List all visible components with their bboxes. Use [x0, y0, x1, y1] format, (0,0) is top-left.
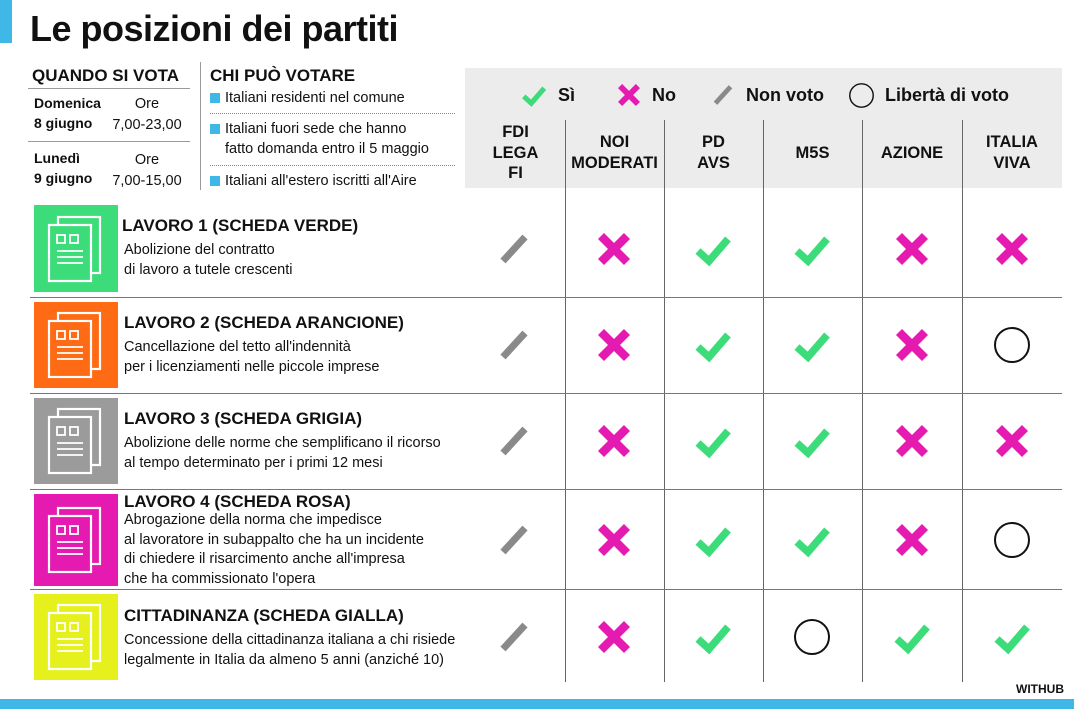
slash-icon — [495, 422, 533, 460]
legend-label: No — [652, 84, 676, 105]
slash-icon — [495, 326, 533, 364]
divider — [28, 88, 190, 89]
referendum-title: LAVORO 1 (SCHEDA VERDE) — [122, 216, 359, 235]
cross-icon — [616, 82, 642, 108]
cross-icon — [595, 230, 633, 268]
cross-icon — [893, 521, 931, 559]
check-icon — [793, 230, 831, 268]
row-divider — [30, 589, 1062, 590]
referendum-description — [124, 338, 379, 377]
page-title: Le posizioni dei partiti — [30, 8, 399, 49]
vote-day-1-hours: 7,00-23,00 — [112, 117, 182, 133]
ballot-color-block — [34, 205, 118, 292]
check-icon — [694, 326, 732, 364]
party-italia-viva — [962, 132, 1062, 173]
referendum-title: LAVORO 2 (SCHEDA ARANCIONE) — [124, 313, 404, 332]
cross-icon — [993, 230, 1031, 268]
description-line: al lavoratore in subappalto che ha un incidente — [124, 531, 424, 548]
party-azione — [862, 143, 962, 164]
column-divider — [962, 120, 963, 682]
party-name-line: PD — [702, 133, 725, 151]
check-icon — [694, 618, 732, 656]
check-icon — [520, 82, 548, 108]
circle-icon — [848, 82, 875, 109]
slash-icon — [495, 521, 533, 559]
cross-icon — [595, 326, 633, 364]
referendum-description — [124, 434, 441, 473]
document-icon — [34, 594, 118, 680]
party-name-line: NOI — [599, 133, 630, 151]
who-item-text: Italiani residenti nel comune — [225, 90, 405, 106]
check-icon — [893, 618, 931, 656]
who-item-text: fatto domanda entro il 5 maggio — [225, 141, 429, 157]
referendum-title: LAVORO 4 (SCHEDA ROSA) — [124, 492, 351, 511]
circle-icon — [993, 521, 1031, 559]
party-name-line: VIVA — [993, 153, 1031, 172]
column-divider — [763, 120, 764, 682]
party-name-line: M5S — [795, 144, 830, 162]
party-name-line: FI — [508, 164, 523, 182]
who-item-text: Italiani all'estero iscritti all'Aire — [225, 173, 417, 189]
description-line: Abolizione delle norme che semplificano il ricorso — [124, 435, 441, 451]
vote-day-1-date: 8 giugno — [34, 115, 93, 131]
referendum-description — [124, 511, 424, 589]
slash-icon — [495, 230, 533, 268]
circle-icon — [793, 618, 831, 656]
description-line: per i licenziamenti nelle piccole imprese — [124, 358, 380, 375]
referendum-description — [124, 241, 292, 280]
divider — [28, 141, 190, 142]
slash-icon — [495, 618, 533, 656]
party-name-line: ITALIA — [986, 133, 1038, 151]
party-name-line: AZIONE — [880, 144, 944, 162]
check-icon — [993, 618, 1031, 656]
when-heading: QUANDO SI VOTA — [32, 66, 180, 85]
description-line: Abolizione del contratto — [124, 242, 275, 258]
credit-label: WITHUB — [1016, 682, 1064, 696]
who-item-text: Italiani fuori sede che hanno — [225, 121, 407, 137]
bullet-square-icon — [210, 176, 220, 186]
bottom-accent-bar — [0, 699, 1074, 709]
column-divider — [664, 120, 665, 682]
who-item — [210, 119, 458, 159]
vote-day-1-ore: Ore — [134, 96, 160, 112]
who-item — [210, 88, 458, 108]
check-icon — [694, 422, 732, 460]
party-name-line: MODERATI — [571, 153, 658, 172]
description-line: al tempo determinato per i primi 12 mesi — [124, 454, 383, 471]
ballot-color-block — [34, 302, 118, 388]
who-item — [210, 171, 458, 191]
document-icon — [34, 205, 118, 292]
check-icon — [694, 521, 732, 559]
legend-label: Libertà di voto — [885, 84, 1010, 105]
referendum-description — [124, 631, 455, 670]
legend-label: Sì — [558, 84, 576, 105]
cross-icon — [595, 618, 633, 656]
bullet-square-icon — [210, 93, 220, 103]
document-icon — [34, 398, 118, 484]
who-heading: CHI PUÒ VOTARE — [210, 66, 356, 85]
vote-day-2-ore: Ore — [134, 152, 160, 168]
row-divider — [30, 393, 1062, 394]
description-line: di lavoro a tutele crescenti — [124, 261, 293, 278]
cross-icon — [595, 521, 633, 559]
cross-icon — [993, 422, 1031, 460]
section-separator — [200, 62, 201, 190]
description-line: di chiedere il risarcimento anche all'impresa — [124, 551, 405, 567]
vote-day-2-hours: 7,00-15,00 — [112, 173, 182, 189]
bullet-square-icon — [210, 124, 220, 134]
party-name-line: AVS — [697, 153, 730, 172]
legend-liberta — [848, 82, 1009, 108]
party-pd-avs — [664, 132, 763, 173]
party-noi-moderati — [565, 132, 664, 173]
row-divider — [30, 297, 1062, 298]
divider — [210, 113, 455, 114]
description-line: Cancellazione del tetto all'indennità — [124, 339, 351, 355]
ballot-color-block — [34, 494, 118, 586]
check-icon — [694, 230, 732, 268]
legend-non-voto — [710, 82, 824, 108]
party-m5s — [763, 143, 862, 164]
referendum-title: LAVORO 3 (SCHEDA GRIGIA) — [124, 409, 363, 428]
circle-icon — [993, 326, 1031, 364]
referendum-title: CITTADINANZA (SCHEDA GIALLA) — [124, 606, 404, 625]
check-icon — [793, 326, 831, 364]
party-name-line: LEGA — [492, 143, 539, 162]
slash-icon — [710, 82, 736, 108]
cross-icon — [893, 422, 931, 460]
description-line: Abrogazione della norma che impedisce — [124, 512, 382, 528]
document-icon — [34, 302, 118, 388]
party-name-line: FDI — [502, 123, 529, 141]
vote-day-2-day: Lunedì — [34, 150, 80, 166]
cross-icon — [595, 422, 633, 460]
vote-day-1-day: Domenica — [34, 95, 101, 111]
check-icon — [793, 521, 831, 559]
row-divider — [30, 489, 1062, 490]
party-fdi-lega-fi — [468, 122, 563, 184]
legend-no — [616, 82, 676, 108]
description-line: che ha commissionato l'opera — [124, 570, 316, 587]
ballot-color-block — [34, 398, 118, 484]
title-accent-bar — [0, 0, 12, 43]
legend-label: Non voto — [746, 84, 824, 105]
column-divider — [565, 120, 566, 682]
check-icon — [793, 422, 831, 460]
legend-si — [520, 82, 575, 108]
description-line: Concessione della cittadinanza italiana a chi risiede — [124, 632, 456, 648]
vote-day-2-date: 9 giugno — [34, 170, 93, 186]
description-line: legalmente in Italia da almeno 5 anni (anziché 10) — [124, 651, 445, 668]
divider — [210, 165, 455, 166]
column-divider — [862, 120, 863, 682]
cross-icon — [893, 230, 931, 268]
cross-icon — [893, 326, 931, 364]
ballot-color-block — [34, 594, 118, 680]
document-icon — [34, 494, 118, 586]
